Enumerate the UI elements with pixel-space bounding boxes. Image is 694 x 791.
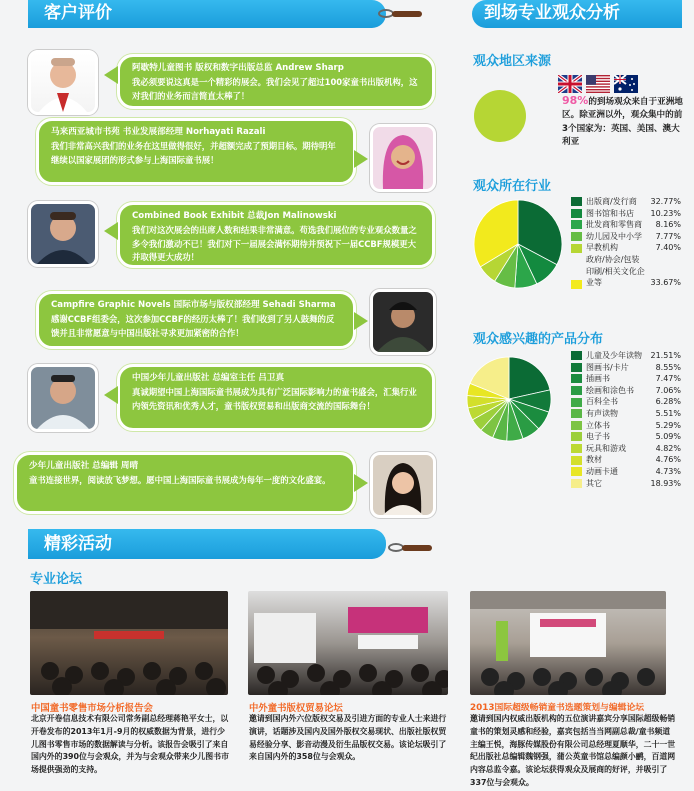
- products-legend-value: 21.51%: [650, 351, 681, 360]
- event-2-title: 中外童书版权贸易论坛: [249, 703, 343, 714]
- event-3-text: 邀请到国内权威出版机构的五位演讲嘉宾分享国际超级畅销童书的策划灵感和经验，嘉宾包括当当网副总裁/童书频道主编王悦，海豚传媒股份有限公司总经理夏顺华，二十一世纪出版社总编辑魏钢强，蒲公英童书馆总编颜小鹂，百道网内容总监令嘉。该论坛获得观众及展商的好评，并吸引了337位与会观众。: [470, 714, 676, 787]
- industry-legend-swatch: [571, 197, 582, 206]
- products-legend-value: 7.06%: [655, 385, 681, 395]
- forum-subtitle: 专业论坛: [30, 572, 83, 587]
- products-legend-swatch: [571, 444, 582, 453]
- products-legend-label: 动画卡通: [586, 466, 618, 476]
- uk-flag-icon: [558, 75, 582, 93]
- us-flag-icon: [586, 75, 610, 93]
- products-legend-label: 立体书: [586, 420, 610, 430]
- quote-tail: [104, 66, 118, 84]
- products-legend-label: 玩具和游戏: [586, 443, 626, 453]
- products-title: 观众感兴趣的产品分布: [473, 332, 604, 347]
- activities-header: [28, 529, 386, 559]
- quote-tail: [104, 222, 118, 240]
- products-legend-value: 4.76%: [655, 455, 681, 465]
- event-2-text: 邀请到国内外六位版权交易及引进方面的专业人士来进行演讲，话题涉及国内及国外版权交易现状、出版社版权贸易经验分享、影音动漫及衍生品版权交易。该论坛吸引了来自国内外的358位与会观众。: [249, 714, 447, 762]
- region-percent: 98%: [562, 94, 589, 107]
- testimonial-4-author: Campfire Graphic Novels 国际市场与版权部经理 Sehadi Sharma: [51, 300, 336, 310]
- testimonial-5-text: 真诚期望中国上海国际童书展成为具有广泛国际影响力的童书盛会，汇集行业内领先资讯和优秀人才，童书版权贸易和出版商交流的国际舞台！: [132, 387, 417, 411]
- testimonial-1-text: 我必须要说这真是一个精彩的展会。我们会见了超过100家童书出版机构，这对我们的业务而言简直太棒了！: [132, 77, 418, 101]
- region-title: 观众地区来源: [473, 54, 552, 69]
- products-legend-row: [571, 420, 681, 432]
- event-photo-2: [248, 591, 448, 695]
- industry-legend-value: 33.67%: [650, 278, 681, 288]
- products-legend-label: 插画书: [586, 374, 610, 384]
- event-1-title: 中国童书零售市场分析报告会: [31, 703, 153, 714]
- industry-legend-swatch: [571, 209, 582, 218]
- products-legend-row: [571, 350, 681, 362]
- australia-flag-icon: [614, 75, 638, 93]
- products-legend-swatch: [571, 409, 582, 418]
- event-1-text: 北京开卷信息技术有限公司常务副总经理蒋艳平女士，以开卷发布的2013年1月-9月的权威数据为背景，进行少儿图书零售市场的数据解读与分析。该报告会吸引了来自国内外的390位与会观众，并为与会观众带来少儿图书市场提供强劲的支持。: [31, 714, 229, 775]
- industry-legend-swatch: [571, 232, 582, 241]
- activities-title: 精彩活动: [44, 534, 112, 554]
- industry-legend-swatch: [571, 220, 582, 229]
- industry-pie: [472, 198, 564, 290]
- avatar-andrew-sharp: [28, 50, 98, 115]
- industry-legend-row: [571, 208, 681, 220]
- analysis-title: 到场专业观众分析: [484, 3, 620, 23]
- flag-row: [558, 75, 638, 93]
- products-legend-swatch: [571, 398, 582, 407]
- products-legend-value: 6.28%: [655, 397, 681, 407]
- testimonial-5: [117, 364, 435, 431]
- industry-legend-row: [571, 242, 681, 254]
- avatar-lv-weizhen: [28, 364, 98, 432]
- products-pie: [465, 355, 553, 443]
- quote-tail: [354, 312, 368, 330]
- testimonials-title: 客户评价: [44, 3, 112, 23]
- products-legend-label: 儿童及少年读物: [586, 351, 642, 360]
- products-legend-swatch: [571, 456, 582, 465]
- products-legend-label: 有声读物: [586, 408, 618, 418]
- testimonial-1: [117, 54, 435, 109]
- testimonial-6-author: 少年儿童出版社 总编辑 周晴: [29, 461, 139, 471]
- region-text: [562, 94, 684, 150]
- products-legend-row: [571, 373, 681, 385]
- testimonial-4: [36, 291, 356, 349]
- analysis-header: [472, 0, 682, 28]
- testimonial-4-text: 感谢CCBF组委会，这次参加CCBF的经历太棒了！我们收到了另人鼓舞的反馈并且非常愿意与中国出版社寻求更加紧密的合作！: [51, 314, 335, 338]
- testimonial-2-author: 马来西亚城市书苑 书业发展部经理 Norhayati Razali: [51, 127, 266, 137]
- industry-legend-value: 7.77%: [655, 231, 681, 241]
- products-legend-value: 8.55%: [655, 362, 681, 372]
- testimonial-1-author: 阿歇特儿童图书 版权和数字出版总监 Andrew Sharp: [132, 63, 344, 73]
- testimonial-2: [36, 118, 356, 185]
- products-legend-label: 绘画和涂色书: [586, 385, 634, 395]
- products-legend-row: [571, 466, 681, 478]
- industry-legend-value: 8.16%: [655, 220, 681, 230]
- quote-tail: [354, 150, 368, 168]
- products-legend-row: [571, 396, 681, 408]
- industry-legend-row: [571, 254, 681, 289]
- products-legend-swatch: [571, 432, 582, 441]
- region-circle: [474, 90, 526, 142]
- testimonial-3-text: 我们对这次展会的出席人数和结果非常满意。苟选我们展位的专业观众数量之多令我们激动不已！我们对下一届展会满怀期待并预祝下一届CCBF规模更大并取得更大成功！: [132, 225, 417, 263]
- testimonial-5-author: 中国少年儿童出版社 总编室主任 吕卫真: [132, 373, 285, 383]
- products-legend-row: [571, 408, 681, 420]
- products-legend-label: 教材: [586, 455, 602, 465]
- industry-legend: [571, 196, 681, 289]
- event-photo-3: [470, 591, 666, 695]
- products-legend-value: 7.47%: [655, 374, 681, 384]
- products-legend-value: 4.73%: [655, 466, 681, 476]
- products-legend-label: 图画书/卡片: [586, 362, 629, 372]
- industry-legend-label: 批发商和零售商: [586, 220, 642, 230]
- industry-legend-row: [571, 219, 681, 231]
- testimonials-header: [28, 0, 386, 28]
- industry-legend-row: [571, 196, 681, 208]
- quote-tail: [354, 474, 368, 492]
- industry-legend-label: 出版商/发行商: [586, 197, 637, 206]
- testimonial-3: [117, 202, 435, 268]
- hanger-icon: [388, 536, 432, 558]
- testimonial-6-text: 童书连接世界，阅读放飞梦想。愿中国上海国际童书展成为每年一度的文化盛宴。: [29, 475, 331, 486]
- testimonial-6: [14, 452, 356, 514]
- products-legend-label: 电子书: [586, 432, 610, 442]
- products-legend: [571, 350, 681, 489]
- products-legend-swatch: [571, 479, 582, 488]
- industry-legend-value: 7.40%: [655, 243, 681, 253]
- avatar-norhayati-razali: [370, 124, 436, 192]
- products-legend-value: 5.29%: [655, 420, 681, 430]
- products-legend-value: 5.51%: [655, 408, 681, 418]
- products-legend-row: [571, 454, 681, 466]
- hanger-icon: [378, 2, 422, 24]
- industry-legend-value: 32.77%: [650, 197, 681, 206]
- industry-legend-label: 图书馆和书店: [586, 208, 634, 218]
- products-legend-swatch: [571, 386, 582, 395]
- quote-tail: [104, 386, 118, 404]
- products-legend-swatch: [571, 363, 582, 372]
- event-photo-1: [30, 591, 228, 695]
- products-legend-swatch: [571, 421, 582, 430]
- avatar-zhou-qing: [370, 452, 436, 518]
- products-legend-row: [571, 443, 681, 455]
- industry-title: 观众所在行业: [473, 179, 552, 194]
- products-legend-value: 5.09%: [655, 432, 681, 442]
- products-legend-row: [571, 431, 681, 443]
- products-legend-row: [571, 478, 681, 490]
- products-legend-swatch: [571, 374, 582, 383]
- industry-legend-label: 早教机构: [586, 243, 618, 253]
- products-legend-label: 百科全书: [586, 397, 618, 407]
- event-3-title: 2013国际超级畅销童书选题策划与编辑论坛: [470, 703, 645, 713]
- testimonial-2-text: 我们非常高兴我们的业务在这里做得很好，并超额完成了预期目标。期待明年继续以国家展团的形式参与上海国际童书展！: [51, 141, 336, 165]
- industry-legend-swatch: [571, 280, 582, 289]
- products-legend-swatch: [571, 351, 582, 360]
- industry-legend-row: [571, 231, 681, 243]
- products-legend-swatch: [571, 467, 582, 476]
- products-legend-value: 18.93%: [650, 478, 681, 488]
- avatar-sehadi-sharma: [370, 289, 436, 355]
- industry-legend-swatch: [571, 244, 582, 253]
- region-description: 的到场观众来自于亚洲地区。除亚洲以外，观众集中的前3个国家为：英国、美国、澳大利亚: [562, 97, 683, 148]
- industry-legend-label: 政府/协会/包装印刷/相关文化企业等: [586, 254, 645, 288]
- products-legend-label: 其它: [586, 478, 602, 488]
- avatar-jon-malinowski: [28, 201, 98, 267]
- products-legend-row: [571, 362, 681, 374]
- testimonial-3-author: Combined Book Exhibit 总裁Jon Malinowski: [132, 211, 337, 221]
- products-legend-row: [571, 385, 681, 397]
- products-legend-value: 4.82%: [655, 443, 681, 453]
- industry-legend-value: 10.23%: [650, 208, 681, 218]
- industry-legend-label: 幼儿园及中小学: [586, 231, 642, 241]
